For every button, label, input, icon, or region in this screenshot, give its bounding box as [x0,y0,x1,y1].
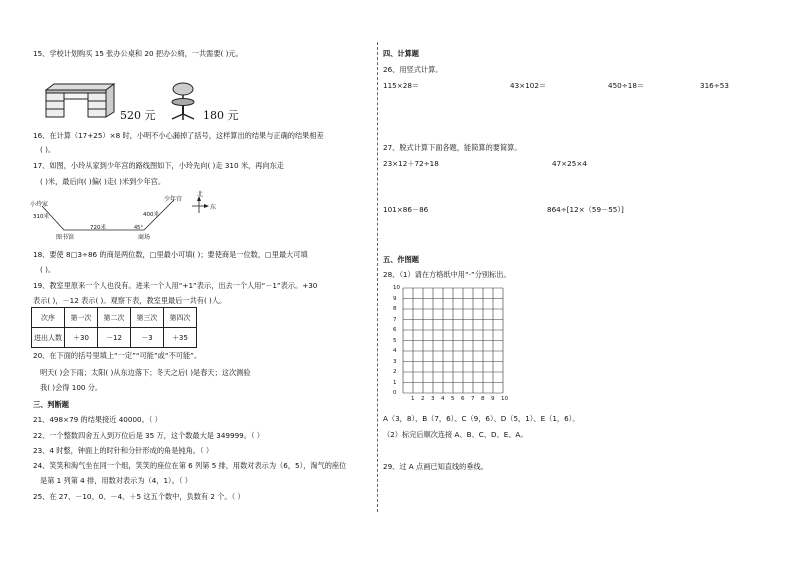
calc-item: 316÷53 [700,81,729,90]
question-16: 16、在计算（17+25）×8 时，小明不小心漏掉了括号，这样算出的结果与正确的结果相差 [33,131,324,140]
question-29: 29、过 A 点画已知直线的垂线。 [383,462,488,471]
table-row-label: 进出人数 [32,328,65,348]
section-5-title: 五、作图题 [383,255,419,264]
simplify-item: 101×86－86 [383,205,429,214]
simplify-item: 47×25×4 [552,159,587,168]
map-angle: 45° [134,225,143,231]
map-mall-label: 商场 [138,234,151,241]
desk-price: 520 元 [120,109,156,122]
question-22: 22、一个整数四舍五入到万位后是 35 万，这个数最大是 349999。（ ） [33,431,264,440]
grid-x-label: 5 [451,396,455,402]
map-home-label: 小玲家 [30,201,49,208]
chair-price: 180 元 [203,109,239,122]
map-library-label: 图书馆 [56,234,75,241]
question-23: 23、4 时整，钟面上的时针和分针形成的角是钝角。（ ） [33,446,214,455]
table-header: 次序 [32,308,65,328]
grid-y-label: 8 [393,306,397,312]
map-youth-palace-label: 少年宫 [164,196,183,203]
question-19: 19、教室里原来一个人也没有。进来一个人用“+1”表示，出去一个人用“－1”表示。+30 [33,281,318,290]
grid-x-label: 6 [461,396,465,402]
map-north-label: 北 [197,191,204,198]
question-20: 20、在下面的括号里填上“一定”“可能”或“不可能”。 [33,351,202,360]
question-27: 27、脱式计算下面各题，能简算的要简算。 [383,143,522,152]
table-cell: －3 [131,328,164,348]
map-east-label: 东 [210,204,217,211]
points-list: A（3，8）、B（7，6）、C（9，6）、D（5，1）、E（1，6）。 [383,414,580,423]
table-header-row [32,308,197,328]
calc-item: 43×102＝ [510,81,547,90]
question-18-blank: ( )。 [40,265,56,274]
question-25: 25、在 27、－10、0、－4、＋5 这五个数中，负数有 2 个。（ ） [33,492,245,501]
grid-x-label: 7 [471,396,475,402]
question-19-blanks: 表示( )，－12 表示( )。观察下表，教室里最后一共有( )人。 [33,296,227,305]
section-4-title: 四、计算题 [383,49,419,58]
map-distance-1: 310米 [33,214,49,220]
table-cell: －12 [98,328,131,348]
column-divider [377,42,378,512]
question-20-line2: 明天( )会下雨；太阳( )从东边落下；冬天之后( )是春天；这次测验 [40,368,251,377]
question-28-part2: （2）标完后顺次连接 A、B、C、D、E、A。 [383,430,528,439]
table-header: 第一次 [65,308,98,328]
grid-x-label: 3 [431,396,435,402]
grid-x-label: 2 [421,396,425,402]
question-24-line2: 是第 1 列第 4 排，用数对表示为（4，1）。（ ） [40,476,192,485]
table-row [32,328,197,348]
grid-y-label: 5 [393,337,397,344]
question-24: 24、笑笑和淘气坐在同一个组，笑笑的座位在第 6 列第 5 排，用数对表示为（6，5），淘气的座位 [33,461,347,470]
grid-y-label: 9 [393,295,397,302]
grid-x-label: 9 [491,396,495,402]
grid-y-label: 6 [393,327,397,333]
desk-illustration [44,84,116,118]
table-cell: ＋35 [164,328,197,348]
question-21: 21、498×79 的结果接近 40000。（ ） [33,415,162,424]
question-17: 17、如图，小玲从家到少年宫的路线图如下，小玲先向( )走 310 米，再向东走 [33,161,284,170]
grid-y-label: 3 [393,358,397,365]
table-header: 第二次 [98,308,131,328]
table-cell: ＋30 [65,328,98,348]
grid-y-label: 10 [393,285,400,291]
question-18: 18、要使 8□3÷86 的商是两位数，□里最小可填( )；要使商是一位数，□里最大可填 [33,250,308,259]
grid-y-label: 0 [393,390,397,396]
people-table [31,307,197,348]
table-header: 第三次 [131,308,164,328]
grid-y-label: 1 [393,379,397,386]
calc-item: 450÷18＝ [608,81,645,90]
question-26: 26、用竖式计算。 [383,65,443,74]
grid-x-label: 8 [481,396,485,402]
simplify-item: 864÷[12×（59－55）] [547,205,624,214]
grid-x-label: 10 [501,396,508,402]
map-distance-2: 720米 [90,225,106,231]
question-15: 15、学校计划购买 15 张办公桌和 20 把办公椅，一共需要( )元。 [33,49,243,58]
question-17-blanks: ( )米，最后向( )偏( )走( )米到少年宫。 [40,177,166,186]
map-distance-3: 400米 [143,212,159,218]
simplify-item: 23×12＋72÷18 [383,159,439,168]
grid-x-label: 1 [411,396,415,402]
question-16-blank: ( )。 [40,145,56,154]
grid-x-label: 4 [441,396,445,402]
grid-y-label: 4 [393,348,397,354]
table-header: 第四次 [164,308,197,328]
question-20-line3: 我( )会得 100 分。 [40,383,103,392]
grid-y-label: 2 [393,369,397,375]
coordinate-grid [395,286,530,398]
question-28: 28、（1）请在方格纸中用“·”分别标出。 [383,270,511,279]
section-3-title: 三、判断题 [33,400,69,409]
calc-item: 115×28＝ [383,81,420,90]
chair-illustration [168,82,198,122]
grid-y-label: 7 [393,316,397,323]
